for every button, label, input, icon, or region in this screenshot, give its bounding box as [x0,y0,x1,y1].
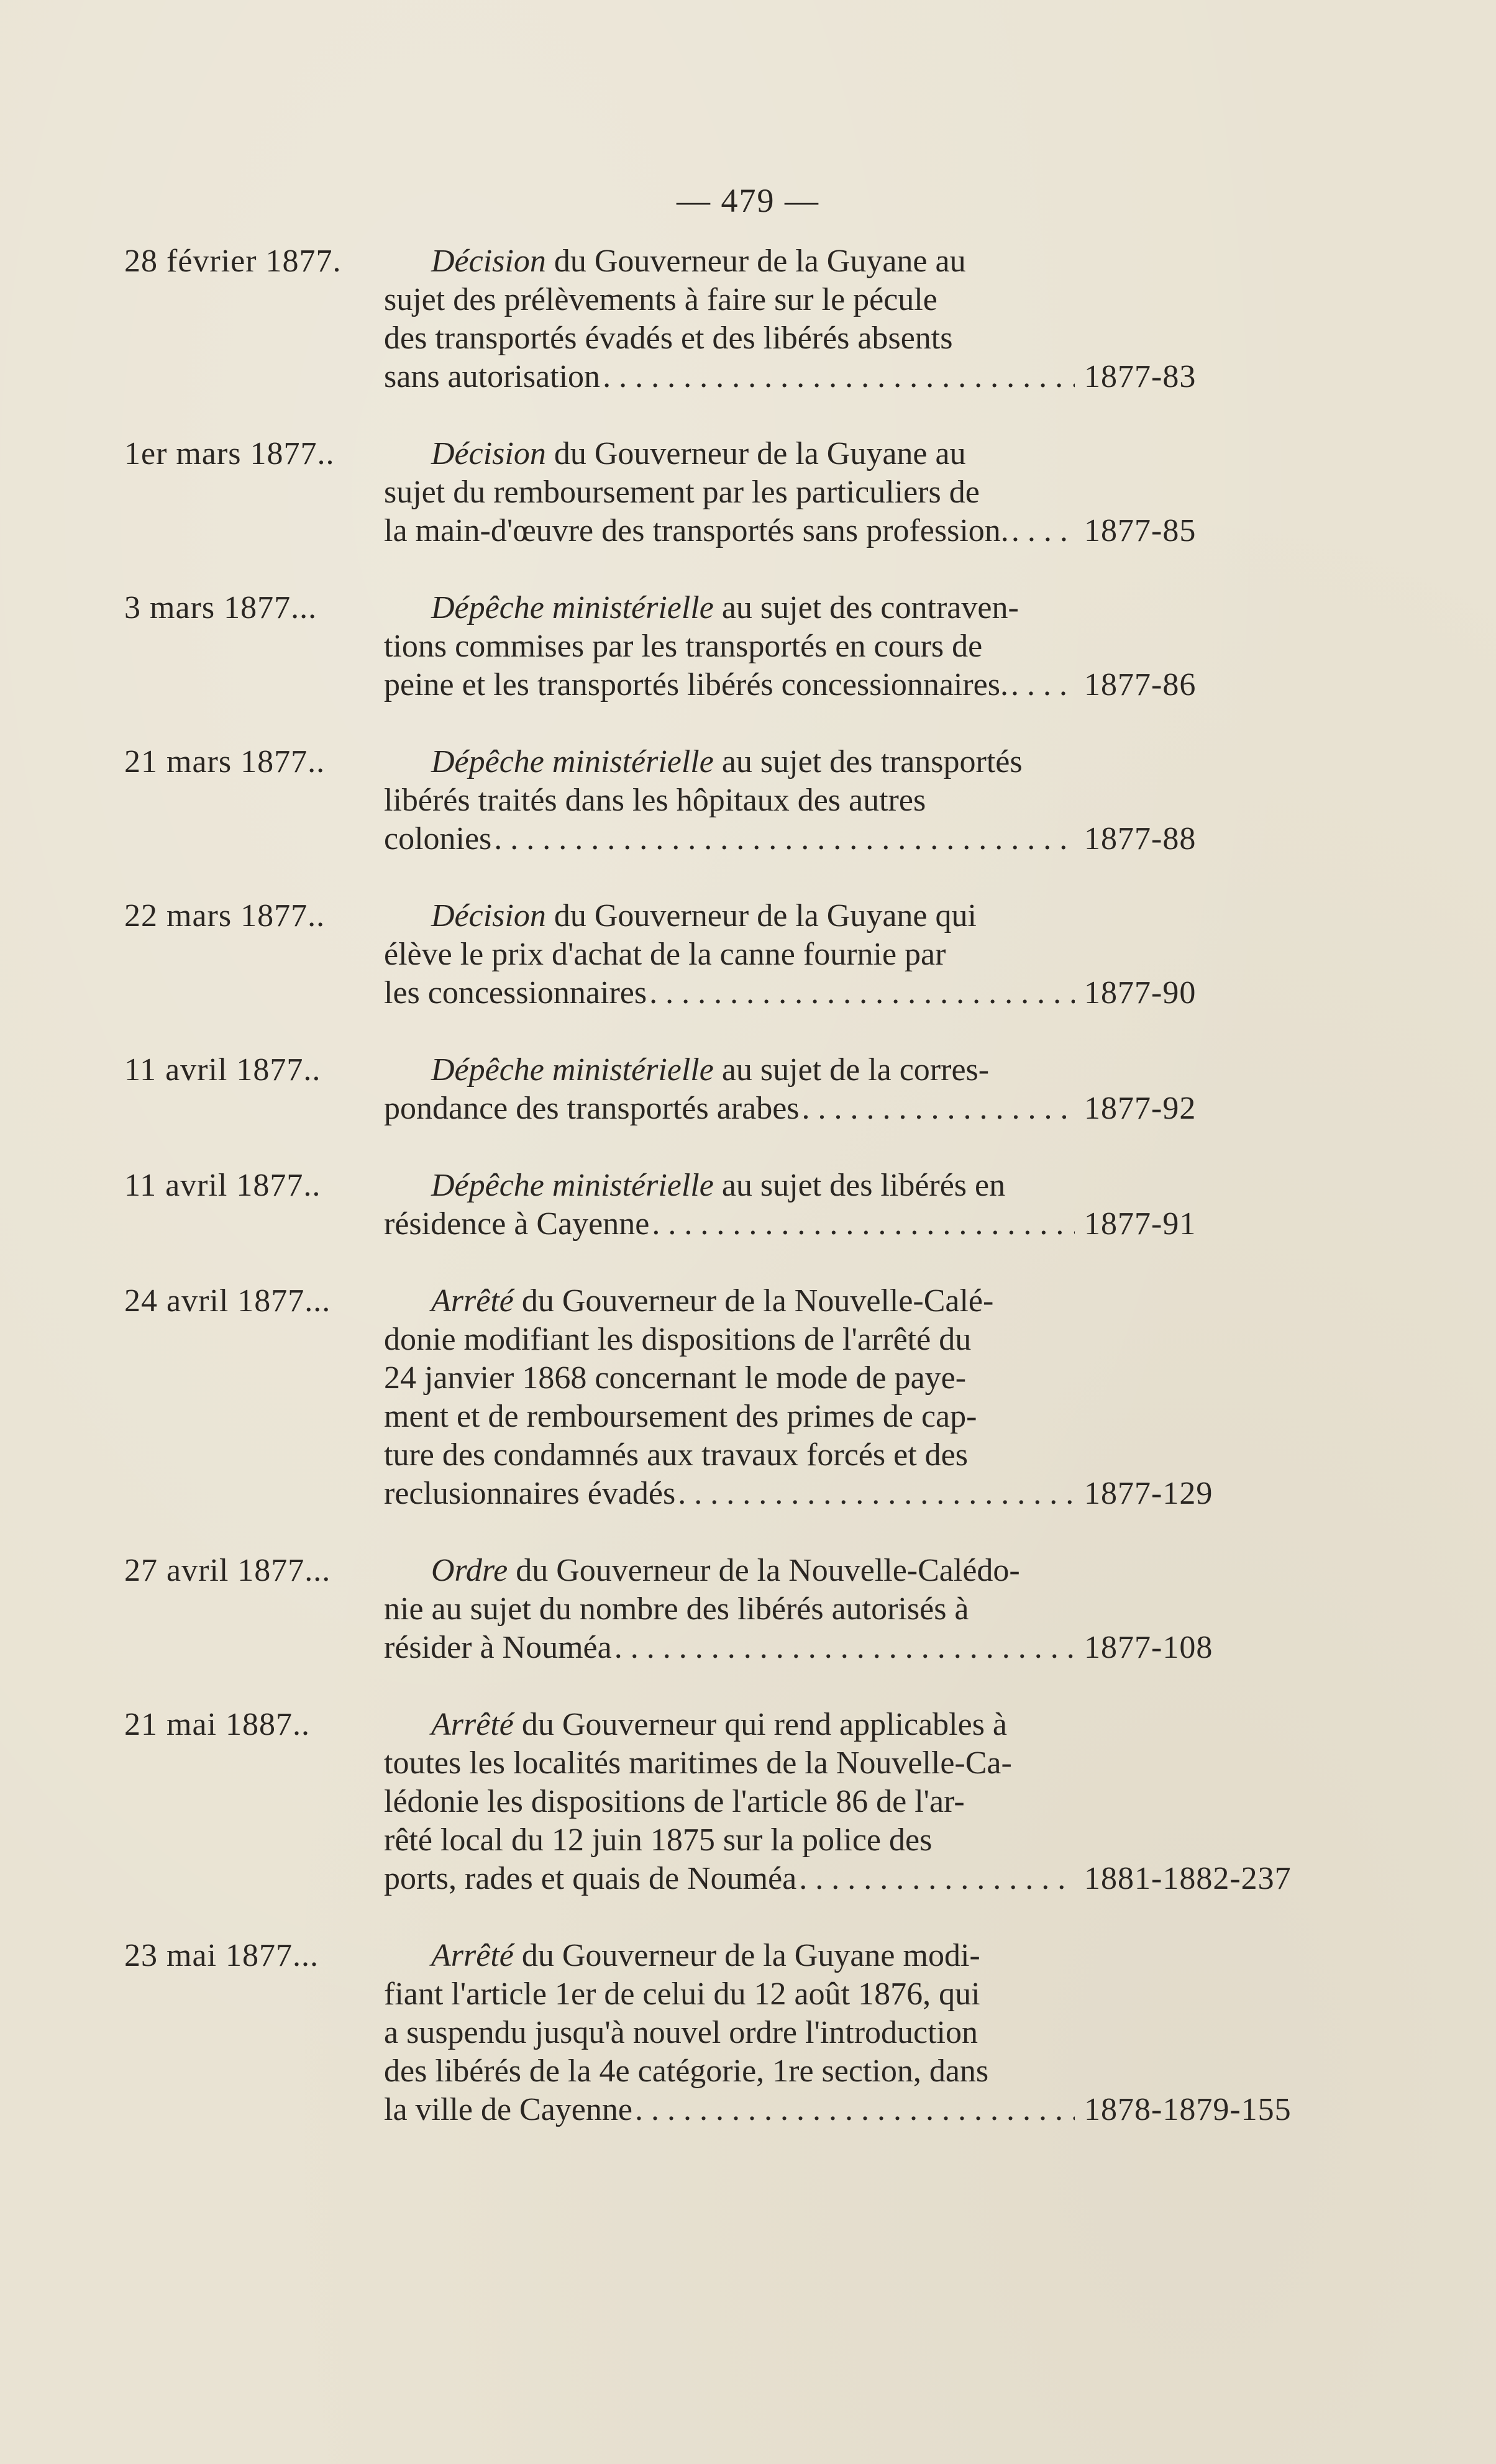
entry-date: 21 mars 1877.. [124,744,326,780]
entry-text-line [384,242,1075,281]
dot-leader [802,1091,1075,1126]
entry-text-line [384,897,1075,935]
entry-description [384,1166,1075,1243]
entry-text [384,1976,980,2012]
entry-reference: 1877-129 [1084,1476,1213,1511]
entry-reference: 1877-83 [1084,359,1197,394]
entry-text [384,1822,932,1858]
entry-text-segment: libérés traités dans les hôpitaux des autres [384,783,926,818]
page-number: — 479 — [677,182,819,219]
entry-text-line [384,589,1075,627]
entry-text-segment: la ville de Cayenne [384,2092,632,2127]
entry-text-line [384,473,1075,512]
entry-text-line [384,358,1075,396]
entry-text-line [384,512,1075,550]
entry-text-segment: ment et de remboursement des primes de cap- [384,1399,977,1434]
entry-text [431,1707,1007,1742]
entry-text [431,243,966,279]
entry-text-line [384,1436,1075,1475]
entry-row [0,1282,1496,1513]
entry-lead: Dépêche ministérielle [431,1168,714,1203]
entry-text [384,1630,612,1665]
entry-text [384,783,926,818]
entry-text-line [384,1821,1075,1860]
entry-text [384,359,600,394]
entry-description [384,1282,1075,1513]
entry-text-line [384,1475,1075,1513]
entry-text [384,1399,977,1434]
entry-description [384,242,1075,396]
entry-reference: 1878-1879-155 [1084,2092,1292,2127]
entry-text-line [384,1552,1075,1590]
dot-leader [799,1861,1075,1896]
entry-text-line [384,1590,1075,1629]
entry-row [0,1051,1496,1128]
entry-text-segment: 24 janvier 1868 concernant le mode de paye- [384,1360,967,1396]
entry-text-segment: du Gouverneur de la Guyane modi- [513,1938,980,1973]
entry-text-segment: colonies [384,821,492,857]
entry-text-segment: tions commises par les transportés en cours de [384,629,983,664]
entry-text-line [384,435,1075,473]
entry-reference: 1877-108 [1084,1630,1213,1665]
entry-description [384,1552,1075,1667]
entry-text [384,475,980,510]
entry-text-segment: sujet des prélèvements à faire sur le pécule [384,282,937,317]
entry-text-line [384,1321,1075,1359]
entry-text [431,1283,993,1319]
entry-text-segment: lédonie les dispositions de l'article 86 de l'ar- [384,1784,965,1819]
entry-text-line [384,1744,1075,1783]
entry-text-segment: ture des condamnés aux travaux forcés et des [384,1437,968,1473]
entry-reference: 1877-86 [1084,667,1197,702]
entry-description [384,589,1075,704]
entry-text-segment: les concessionnaires [384,975,647,1011]
entry-text-segment: rêté local du 12 juin 1875 sur la police des [384,1822,933,1858]
entry-text-line [384,1359,1075,1398]
entry-text [431,1553,1020,1588]
entry-lead: Décision [431,243,546,279]
entry-text-line [384,2091,1075,2129]
entry-lead: Décision [431,898,546,934]
entry-text-segment: au sujet des contraven- [713,590,1019,625]
entry-text-line [384,1051,1075,1089]
entry-text-line [384,1089,1075,1128]
entry-reference: 1881-1882-237 [1084,1861,1292,1896]
entry-text-segment: au sujet de la corres- [713,1052,990,1088]
entry-description [384,435,1075,550]
entry-text [384,1091,800,1126]
entry-text-line [384,1783,1075,1821]
entry-lead: Arrêté [431,1707,514,1742]
entry-date: 28 février 1877. [124,243,342,279]
entry-text-segment: la main-d'œuvre des transportés sans profession. [384,513,1009,548]
entry-row [0,589,1496,704]
entry-text [384,975,647,1011]
entry-text-line [384,1282,1075,1321]
entry-text [384,937,946,972]
entry-text-segment: du Gouverneur qui rend applicables à [513,1707,1008,1742]
entry-row [0,1552,1496,1667]
entry-text-line [384,743,1075,781]
entry-text-line [384,1937,1075,1975]
entry-text-line [384,2014,1075,2052]
entry-text-segment: reclusionnaires évadés [384,1476,676,1511]
entry-description [384,1706,1075,1898]
entry-lead: Ordre [431,1553,508,1588]
entry-text-line [384,1860,1075,1898]
entry-lead: Dépêche ministérielle [431,590,714,625]
entry-text-line [384,1706,1075,1744]
entry-text [431,744,1023,780]
entry-lead: Dépêche ministérielle [431,1052,714,1088]
entry-description [384,743,1075,858]
entry-date: 21 mai 1887.. [124,1707,310,1742]
entry-text-line [384,2052,1075,2091]
entry-lead: Arrêté [431,1283,514,1319]
entry-text [384,1360,966,1396]
entry-text-segment: sans autorisation [384,359,601,394]
entry-date: 3 mars 1877... [124,590,317,625]
entry-date: 27 avril 1877... [124,1553,331,1588]
dot-leader [494,821,1075,857]
entry-row [0,1937,1496,2129]
entries-list [0,242,1496,2168]
entry-text-line [384,820,1075,858]
entry-text-line [384,1975,1075,2014]
entry-lead: Arrêté [431,1938,514,1973]
entry-text [384,1591,969,1627]
entry-text [384,2015,978,2050]
dot-leader [1011,667,1075,702]
entry-text-segment: toutes les localités maritimes de la Nouvelle-Ca- [384,1745,1012,1781]
entry-text [384,821,491,857]
entry-text-segment: fiant l'article 1er de celui du 12 août 1876, qui [384,1976,980,2012]
entry-text-segment: au sujet des libérés en [713,1168,1006,1203]
entry-date: 11 avril 1877.. [124,1052,321,1088]
entry-date: 24 avril 1877... [124,1283,331,1319]
entry-reference: 1877-92 [1084,1091,1197,1126]
entry-row [0,242,1496,396]
entry-text [384,1861,796,1896]
entry-text [431,898,977,934]
entry-row [0,435,1496,550]
entry-text [384,1476,675,1511]
entry-text-segment: pondance des transportés arabes [384,1091,800,1126]
dot-leader [678,1476,1075,1511]
entry-text-line [384,1166,1075,1205]
entry-text [431,1052,989,1088]
entry-text [431,1168,1005,1203]
entry-text-segment: a suspendu jusqu'à nouvel ordre l'introduction [384,2015,978,2050]
entry-text-line [384,281,1075,319]
entry-text-segment: du Gouverneur de la Guyane qui [545,898,977,934]
entry-text-segment: résidence à Cayenne [384,1206,650,1242]
entry-text-segment: du Gouverneur de la Guyane au [545,243,966,279]
dot-leader [635,2092,1075,2127]
entry-reference: 1877-91 [1084,1206,1197,1242]
entry-description [384,1051,1075,1128]
entry-text [431,1938,980,1973]
entry-text [384,2053,988,2089]
entry-text-line [384,1398,1075,1436]
entry-text [431,436,966,471]
entry-text-segment: sujet du remboursement par les particuliers de [384,475,980,510]
entry-text-line [384,319,1075,358]
entry-row [0,1706,1496,1898]
entry-lead: Dépêche ministérielle [431,744,714,780]
dot-leader [603,359,1075,394]
entry-text-segment: peine et les transportés libérés concessionnaires. [384,667,1008,702]
dot-leader [1011,513,1075,548]
entry-text [384,1437,968,1473]
entry-row [0,897,1496,1012]
entry-text-segment: des transportés évadés et des libérés absents [384,321,953,356]
entry-text [384,1206,649,1242]
entry-date: 11 avril 1877.. [124,1168,321,1203]
dot-leader [614,1630,1075,1665]
entry-text [384,1745,1012,1781]
entry-description [384,897,1075,1012]
entry-text-segment: du Gouverneur de la Nouvelle-Calédo- [508,1553,1020,1588]
entry-text [384,2092,632,2127]
dot-leader [652,1206,1075,1242]
entry-text [384,667,1008,702]
dot-leader [649,975,1075,1011]
entry-text-segment: élève le prix d'achat de la canne fournie par [384,937,946,972]
entry-text-segment: du Gouverneur de la Guyane au [545,436,966,471]
entry-date: 1er mars 1877.. [124,436,335,471]
entry-reference: 1877-85 [1084,513,1197,548]
entry-lead: Décision [431,436,546,471]
entry-text-segment: nie au sujet du nombre des libérés autorisés à [384,1591,969,1627]
entry-text-line [384,666,1075,704]
entry-text-line [384,627,1075,666]
entry-date: 22 mars 1877.. [124,898,326,934]
entry-text [384,513,1009,548]
entry-text-segment: donie modifiant les dispositions de l'arrêté du [384,1322,972,1357]
entry-text-line [384,935,1075,974]
entry-text [384,282,937,317]
entry-text-line [384,1629,1075,1667]
entry-text [431,590,1019,625]
entry-reference: 1877-90 [1084,975,1197,1011]
entry-text-segment: au sujet des transportés [713,744,1023,780]
entry-text [384,1784,965,1819]
entry-text-line [384,781,1075,820]
entry-description [384,1937,1075,2129]
entry-text-segment: des libérés de la 4e catégorie, 1re section, dans [384,2053,989,2089]
entry-text-segment: résider à Nouméa [384,1630,612,1665]
entry-text-segment: ports, rades et quais de Nouméa [384,1861,797,1896]
entry-text-line [384,1205,1075,1243]
entry-text [384,629,982,664]
entry-text [384,1322,971,1357]
entry-text [384,321,952,356]
entry-row [0,743,1496,858]
entry-reference: 1877-88 [1084,821,1197,857]
entry-date: 23 mai 1877... [124,1938,319,1973]
entry-text-line [384,974,1075,1012]
entry-row [0,1166,1496,1243]
entry-text-segment: du Gouverneur de la Nouvelle-Calé- [513,1283,994,1319]
